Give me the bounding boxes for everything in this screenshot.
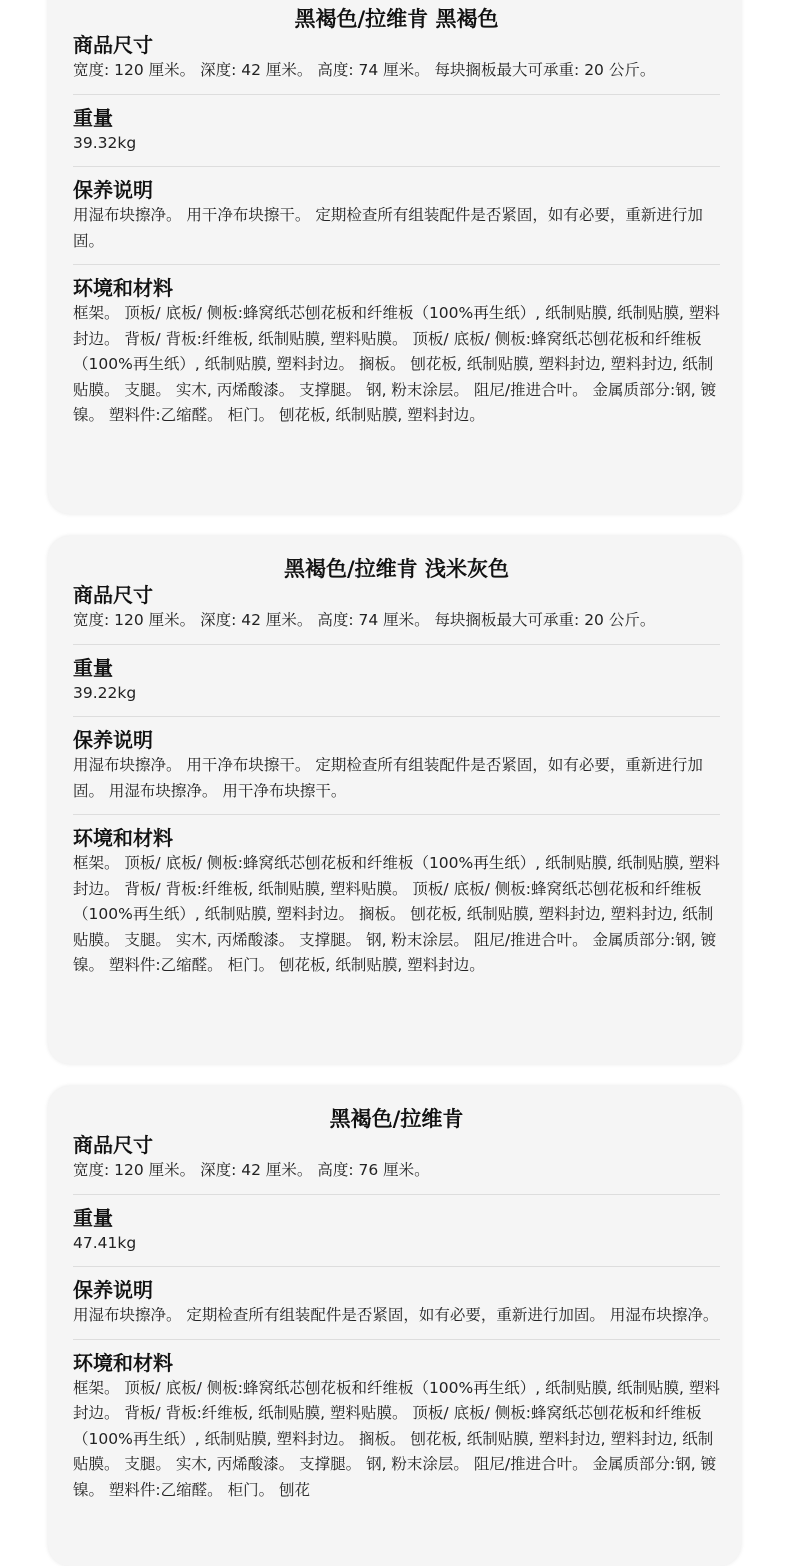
section-heading: 环境和材料 [73,826,173,850]
card-title: 黑褐色/拉维肯 黑褐色 [294,7,499,31]
section-heading: 商品尺寸 [73,33,153,57]
section-heading: 环境和材料 [73,276,173,300]
section-heading: 商品尺寸 [73,1133,153,1157]
section-body: 宽度: 120 厘米。 深度: 42 厘米。 高度: 76 厘米。 [73,1161,430,1179]
section-body: 用湿布块擦净。 用干净布块擦干。 定期检查所有组装配件是否紧固，如有必要，重新进行加固。 用湿布块擦净。 用干净布块擦干。 [73,756,703,800]
section-body: 39.32kg [73,133,137,152]
section-heading: 环境和材料 [73,1350,173,1375]
product-card-light-beige [48,536,741,1064]
section-dimensions [73,33,720,95]
section-heading: 重量 [73,105,113,130]
section-body: 框架。 顶板/ 底板/ 侧板:蜂窝纸芯刨花板和纤维板（100%再生纸）, 纸制贴膜, 纸制贴膜, 塑料封边。 背板/ 背板:纤维板, 纸制贴膜, 塑料贴膜。 顶板/ 底板/ 侧板:蜂窝纸芯刨花板和纤维板（100%再生纸）, 纸制贴膜, 塑料封边。 搁板。 刨花板, 纸制贴膜, 塑料封边, 塑料封边, 纸制贴膜。 支腿。 实木, 丙烯酸漆。 支撑腿。 钢, 粉末涂层。 阻尼/推进合叶。 金属质部分:钢, 镀镍。 塑料件:乙缩醛。 柜门。 刨花 [73,1378,720,1499]
section-materials [73,1340,720,1514]
card-title: 黑褐色/拉维肯 [329,1107,464,1131]
section-care [73,167,720,265]
section-body: 用湿布块擦净。 定期检查所有组装配件是否紧固，如有必要，重新进行加固。 用湿布块擦净。 [73,1306,719,1324]
section-heading: 重量 [73,1205,113,1230]
section-heading: 保养说明 [73,1278,153,1302]
section-body: 宽度: 120 厘米。 深度: 42 厘米。 高度: 74 厘米。 每块搁板最大可承重: 20 公斤。 [73,611,656,629]
section-weight [73,645,720,718]
section-body: 宽度: 120 厘米。 深度: 42 厘米。 高度: 74 厘米。 每块搁板最大可承重: 20 公斤。 [73,61,656,79]
section-weight [73,1195,720,1268]
section-care [73,1267,720,1340]
section-body: 47.41kg [73,1233,137,1252]
section-materials [73,815,720,989]
section-body: 框架。 顶板/ 底板/ 侧板:蜂窝纸芯刨花板和纤维板（100%再生纸）, 纸制贴膜, 纸制贴膜, 塑料封边。 背板/ 背板:纤维板, 纸制贴膜, 塑料贴膜。 顶板/ 底板/ 侧板:蜂窝纸芯刨花板和纤维板（100%再生纸）, 纸制贴膜, 塑料封边。 搁板。 刨花板, 纸制贴膜, 塑料封边, 塑料封边, 纸制贴膜。 支腿。 实木, 丙烯酸漆。 支撑腿。 钢, 粉末涂层。 阻尼/推进合叶。 金属质部分:钢, 镀镍。 塑料件:乙缩醛。 柜门。 刨花板, 纸制贴膜, 塑料封边。 [73,854,720,974]
section-heading: 重量 [73,655,113,680]
section-heading: 保养说明 [73,728,153,752]
card-title: 黑褐色/拉维肯 浅米灰色 [284,557,509,581]
section-body: 39.22kg [73,683,137,702]
section-care [73,717,720,815]
product-card-dark-brown [48,0,741,514]
product-card-base [48,1086,741,1566]
section-dimensions [73,583,720,645]
section-heading: 商品尺寸 [73,583,153,607]
section-heading: 保养说明 [73,178,153,202]
section-dimensions [73,1133,720,1195]
section-weight [73,95,720,168]
section-body: 框架。 顶板/ 底板/ 侧板:蜂窝纸芯刨花板和纤维板（100%再生纸）, 纸制贴膜, 纸制贴膜, 塑料封边。 背板/ 背板:纤维板, 纸制贴膜, 塑料贴膜。 顶板/ 底板/ 侧板:蜂窝纸芯刨花板和纤维板（100%再生纸）, 纸制贴膜, 塑料封边。 搁板。 刨花板, 纸制贴膜, 塑料封边, 塑料封边, 纸制贴膜。 支腿。 实木, 丙烯酸漆。 支撑腿。 钢, 粉末涂层。 阻尼/推进合叶。 金属质部分:钢, 镀镍。 塑料件:乙缩醛。 柜门。 刨花板, 纸制贴膜, 塑料封边。 [73,304,720,424]
section-materials [73,265,720,439]
section-body: 用湿布块擦净。 用干净布块擦干。 定期检查所有组装配件是否紧固，如有必要，重新进行加固。 [73,206,703,250]
